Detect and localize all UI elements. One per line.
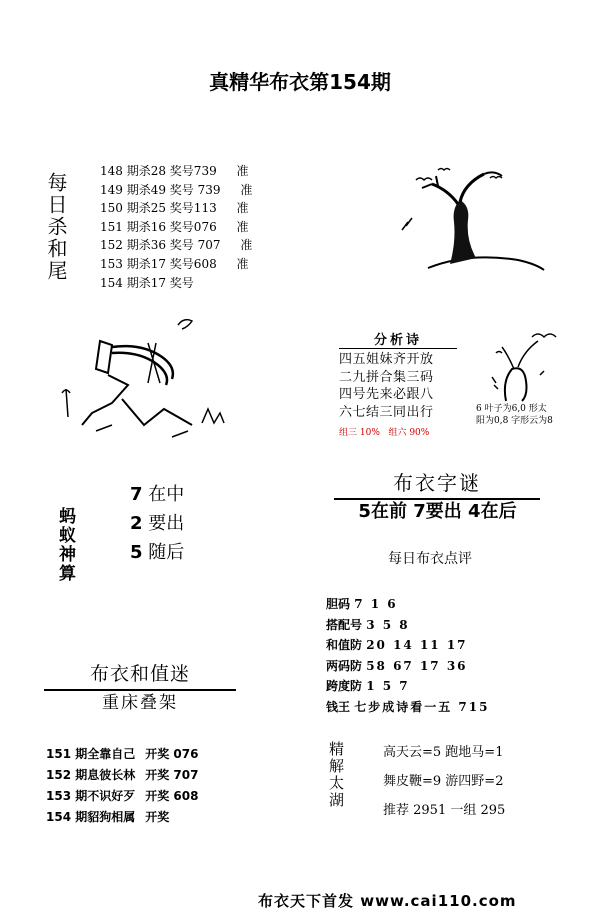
ant-num: 5 — [130, 542, 143, 563]
word-riddle-title: 布衣字谜 — [334, 467, 540, 500]
poem-group-ratio — [339, 425, 457, 438]
list-item — [100, 181, 252, 200]
riddle-text: 在前 — [370, 501, 407, 522]
list-item: 舞皮鞭=9 游四野=2 — [383, 774, 504, 789]
page-title: 真精华布衣第154期 — [209, 70, 391, 94]
list-item — [326, 697, 489, 718]
sum-row-result: 开奖 608 — [145, 789, 199, 803]
tail-row-text: 152 期杀36 奖号 707 — [100, 238, 221, 253]
daily-tail-list — [100, 162, 252, 292]
poem-line: 六七结三同出行 — [339, 404, 434, 420]
review-label: 两码防 — [326, 658, 363, 673]
tail-row-text: 153 期杀17 奖号608 — [100, 256, 217, 271]
word-riddle-answer — [330, 497, 545, 523]
list-item — [326, 615, 489, 636]
tree-note-line: 6 叶子为6,0 形太 — [476, 404, 547, 414]
tail-row-text: 150 期杀25 奖号113 — [100, 201, 217, 216]
ant-calc-label: 蚂蚁神算 — [55, 507, 75, 583]
tail-row-mark: 准 — [240, 238, 253, 253]
tail-row-text: 151 期杀16 奖号076 — [100, 219, 217, 234]
group3-ratio: 组三 10% — [339, 428, 380, 438]
sum-riddle-title: 布衣和值迷 — [44, 659, 236, 691]
review-value: 58 67 17 36 — [366, 658, 468, 673]
tail-row-text: 148 期杀28 奖号739 — [100, 164, 217, 178]
tree-sketch-illustration — [482, 325, 560, 403]
daily-tail-label: 每日杀和尾 — [44, 172, 68, 282]
tree-note-line: 阳为0,8 字形云为8 — [476, 416, 553, 426]
tail-row-mark: 准 — [236, 256, 249, 271]
review-value: 20 14 11 17 — [366, 638, 468, 652]
list-item — [100, 162, 252, 181]
ant-text: 在中 — [148, 484, 185, 505]
list-item — [130, 538, 184, 567]
list-item — [326, 594, 489, 615]
sum-row-result: 开奖 076 — [145, 747, 199, 761]
list-item: 高天云=5 跑地马=1 — [383, 745, 504, 760]
poem-line: 四五姐妹齐开放 — [339, 352, 434, 367]
tail-row-mark: 准 — [240, 182, 253, 197]
list-item — [46, 744, 198, 765]
riddle-num: 5 — [358, 501, 371, 522]
sum-riddle-subtitle: 重床叠架 — [102, 693, 178, 713]
poem-title: 分析诗 — [339, 329, 457, 349]
tail-row-mark: 准 — [236, 219, 249, 234]
footer-banner: 布衣天下首发 www.cai110.com — [258, 892, 517, 910]
riddle-num: 4 — [468, 501, 481, 522]
sum-row-text: 152 期息彼长林 — [46, 768, 136, 782]
ant-text: 随后 — [148, 542, 185, 563]
list-item — [46, 807, 198, 828]
list-item — [46, 765, 198, 786]
ant-calc-list — [130, 480, 184, 567]
taihu-list — [383, 738, 505, 825]
list-item — [100, 218, 252, 237]
riddle-text: 要出 — [425, 501, 462, 522]
sum-row-result: 开奖 — [145, 810, 170, 824]
daily-review-list — [326, 594, 489, 717]
list-item — [326, 656, 489, 677]
group6-ratio: 组六 90% — [388, 428, 430, 438]
riddle-text: 在后 — [480, 501, 517, 522]
review-label: 和值防 — [326, 638, 363, 652]
list-item — [326, 676, 489, 697]
tail-row-text: 149 期杀49 奖号 739 — [100, 182, 221, 197]
tree-note — [476, 403, 558, 427]
sum-row-text: 151 期全靠自己 — [46, 747, 136, 761]
review-label: 搭配号 — [326, 617, 363, 632]
review-value: 七步成诗看一五 715 — [354, 699, 490, 714]
list-item — [100, 236, 252, 255]
running-figure-illustration — [52, 313, 242, 453]
riddle-num: 7 — [413, 501, 426, 522]
poem-line: 四号先来必跟八 — [339, 387, 434, 402]
review-label: 跨度防 — [326, 679, 363, 693]
ant-num: 7 — [130, 484, 143, 505]
list-item — [100, 274, 252, 293]
list-item — [100, 255, 252, 274]
analysis-poem — [339, 329, 457, 438]
review-value: 3 5 8 — [366, 617, 410, 632]
list-item — [100, 199, 252, 218]
daily-review-title: 每日布衣点评 — [388, 551, 472, 567]
review-label: 钱王 — [326, 699, 351, 714]
ant-text: 要出 — [148, 513, 185, 534]
tail-row-text: 154 期杀17 奖号 — [100, 275, 194, 290]
poem-line: 二九拼合集三码 — [339, 369, 434, 385]
sum-row-result: 开奖 707 — [145, 768, 199, 782]
taihu-label: 精解太湖 — [327, 741, 345, 809]
list-item — [326, 635, 489, 656]
tree-birds-illustration — [398, 160, 548, 272]
list-item — [130, 509, 184, 538]
ant-num: 2 — [130, 513, 143, 534]
sum-row-text: 154 期貂狗相属 — [46, 810, 136, 824]
list-item — [46, 786, 198, 807]
review-label: 胆码 — [326, 597, 351, 611]
list-item: 推荐 2951 一组 295 — [383, 803, 506, 818]
review-value: 1 5 7 — [366, 679, 410, 693]
sum-row-text: 153 期不识好歹 — [46, 789, 136, 803]
review-value: 7 1 6 — [354, 597, 398, 611]
tail-row-mark: 准 — [236, 164, 249, 178]
list-item — [130, 480, 184, 509]
tail-row-mark: 准 — [236, 201, 249, 216]
sum-riddle-list — [46, 744, 198, 828]
